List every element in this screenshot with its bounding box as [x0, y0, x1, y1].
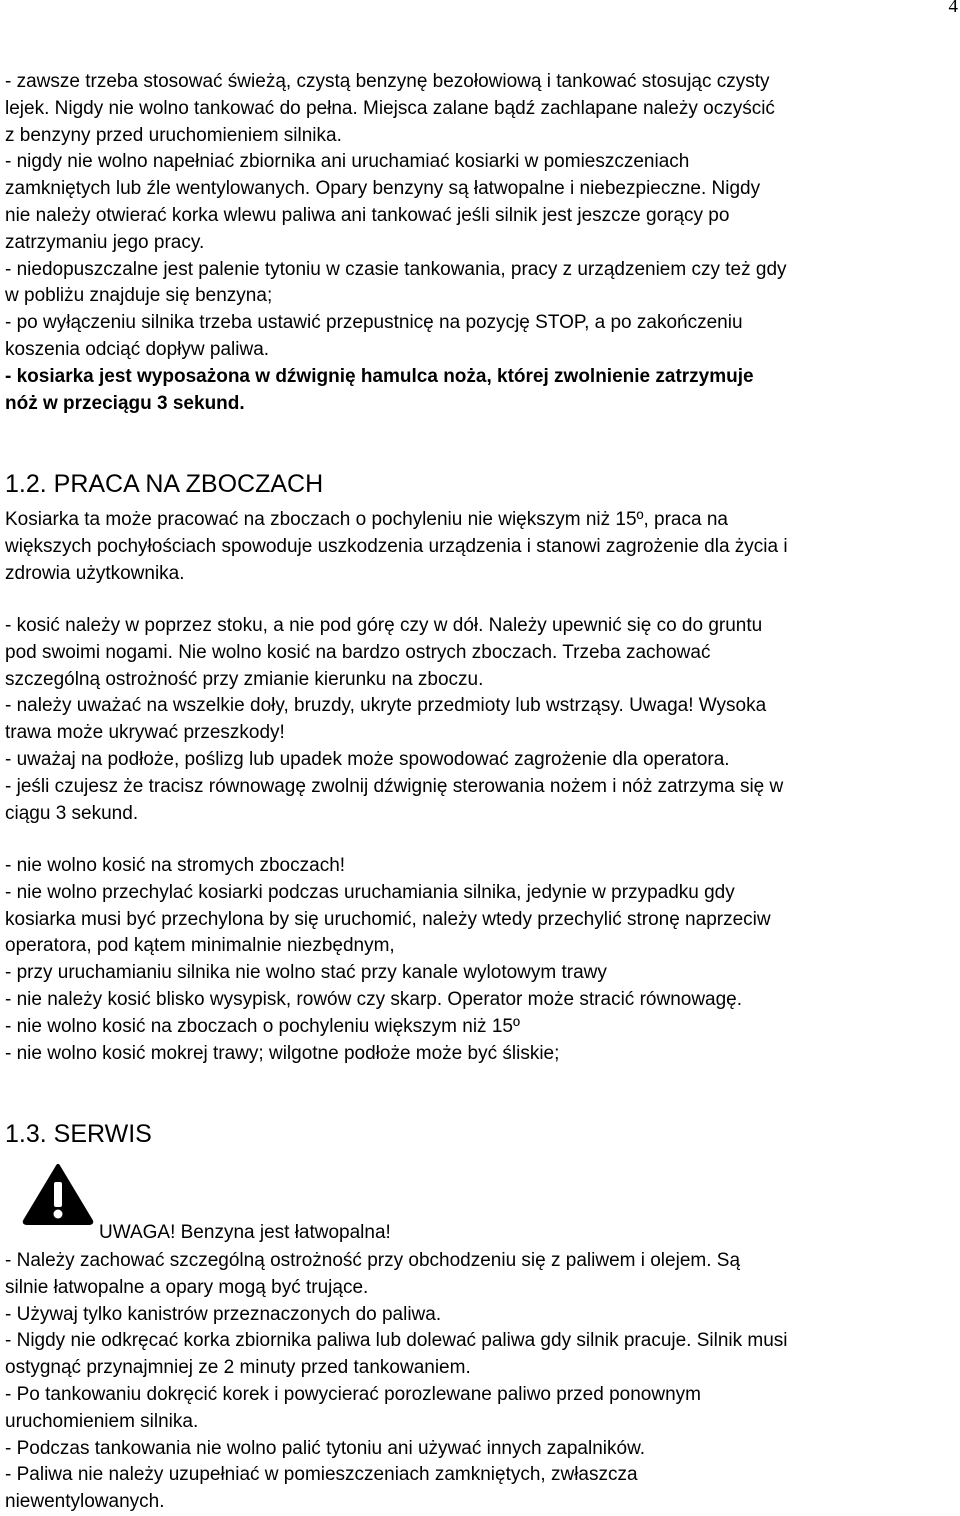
text-line: - należy uważać na wszelkie doły, bruzdy, ukryte przedmioty lub wstrząsy. Uwaga! Wysoka [5, 695, 767, 717]
text-line: - Używaj tylko kanistrów przeznaczonych do paliwa. [5, 1303, 442, 1325]
text-line: ciągu 3 sekund. [5, 802, 139, 824]
bold-text-line: - kosiarka jest wyposażona w dźwignię hamulca noża, której zwolnienie zatrzymuje [5, 365, 754, 387]
slopes-rules-group-1 [5, 613, 960, 827]
text-line: - niedopuszczalne jest palenie tytoniu w czasie tankowania, pracy z urządzeniem czy też gdy [5, 258, 787, 280]
warning-label: UWAGA! Benzyna jest łatwopalna! [99, 1222, 391, 1243]
text-line: w pobliżu znajduje się benzyna; [5, 285, 273, 307]
text-line: szczególną ostrożność przy zmianie kierunku na zboczu. [5, 668, 484, 690]
warning-triangle-icon [22, 1163, 94, 1225]
fuel-safety-text [5, 69, 960, 417]
text-line: lejek. Nigdy nie wolno tankować do pełna. Miejsca zalane bądź zachlapane należy oczyścić [5, 97, 775, 119]
text-line: kosiarka musi być przechylona by się uruchomić, należy wtedy przechylić stronę naprzeciw [5, 908, 771, 930]
text-line: z benzyny przed uruchomieniem silnika. [5, 124, 342, 146]
text-line: - zawsze trzeba stosować świeżą, czystą benzynę bezołowiową i tankować stosując czysty [5, 71, 770, 92]
text-line: większych pochyłościach spowoduje uszkodzenia urządzenia i stanowi zagrożenie dla życia i [5, 535, 788, 557]
text-line: - Należy zachować szczególną ostrożność przy obchodzeniu się z paliwem i olejem. Są [5, 1250, 741, 1271]
text-line: - kosić należy w poprzez stoku, a nie pod górę czy w dół. Należy upewnić się co do gruntu [5, 615, 763, 636]
text-line: - Nigdy nie odkręcać korka zbiornika paliwa lub dolewać paliwa gdy silnik pracuje. Silnik musi [5, 1330, 788, 1352]
slopes-intro-text [5, 507, 960, 587]
text-line: - Po tankowaniu dokręcić korek i powycierać porozlewane paliwo przed ponownym [5, 1383, 701, 1405]
section-heading-slopes: 1.2. PRACA NA ZBOCZACH [5, 470, 324, 498]
bold-text-line: nóż w przeciągu 3 sekund. [5, 392, 245, 414]
service-text [5, 1248, 960, 1516]
text-line: pod swoimi nogami. Nie wolno kosić na bardzo ostrych zboczach. Trzeba zachować [5, 641, 711, 663]
text-line: uruchomieniem silnika. [5, 1410, 199, 1432]
section-heading-service: 1.3. SERWIS [5, 1120, 152, 1148]
text-line: - nigdy nie wolno napełniać zbiornika ani uruchamiać kosiarki w pomieszczeniach [5, 151, 690, 173]
page-number: 4 [948, 0, 958, 17]
text-line: koszenia odciąć dopływ paliwa. [5, 338, 270, 360]
text-line: - nie wolno kosić mokrej trawy; wilgotne podłoże może być śliskie; [5, 1042, 560, 1064]
text-line: nie należy otwierać korka wlewu paliwa ani tankować jeśli silnik jest jeszcze gorący po [5, 204, 730, 226]
text-line: - nie wolno kosić na stromych zboczach! [5, 855, 346, 876]
text-line: - nie wolno przechylać kosiarki podczas uruchamiania silnika, jedynie w przypadku gdy [5, 881, 735, 903]
text-line: - przy uruchamianiu silnika nie wolno stać przy kanale wylotowym trawy [5, 962, 607, 984]
text-line: - nie należy kosić blisko wysypisk, rowów czy skarp. Operator może stracić równowagę. [5, 988, 743, 1010]
text-line: - nie wolno kosić na zboczach o pochyleniu większym niż 15º [5, 1015, 520, 1037]
text-line: Kosiarka ta może pracować na zboczach o pochyleniu nie większym niż 15º, praca na [5, 509, 728, 530]
text-line: zdrowia użytkownika. [5, 562, 185, 584]
text-line: ostygnąć przynajmniej ze 2 minuty przed tankowaniem. [5, 1357, 471, 1379]
slopes-rules-group-2 [5, 853, 960, 1067]
text-line: silnie łatwopalne a opary mogą być trujące. [5, 1276, 369, 1298]
text-line: - jeśli czujesz że tracisz równowagę zwolnij dźwignię sterowania nożem i nóż zatrzyma się w [5, 775, 784, 797]
text-line: trawa może ukrywać przeszkody! [5, 722, 285, 744]
text-line: - Podczas tankowania nie wolno palić tytoniu ani używać innych zapalników. [5, 1437, 646, 1459]
text-line: - Paliwa nie należy uzupełniać w pomieszczeniach zamkniętych, zwłaszcza [5, 1464, 638, 1486]
text-line: operatora, pod kątem minimalnie niezbędnym, [5, 935, 395, 957]
text-line: zamkniętych lub źle wentylowanych. Opary benzyny są łatwopalne i niebezpieczne. Nigdy [5, 178, 761, 200]
text-line: niewentylowanych. [5, 1491, 165, 1513]
text-line: - po wyłączeniu silnika trzeba ustawić przepustnicę na pozycję STOP, a po zakończeniu [5, 312, 743, 334]
text-line: zatrzymaniu jego pracy. [5, 231, 205, 253]
text-line: - uważaj na podłoże, poślizg lub upadek może spowodować zagrożenie dla operatora. [5, 748, 730, 770]
